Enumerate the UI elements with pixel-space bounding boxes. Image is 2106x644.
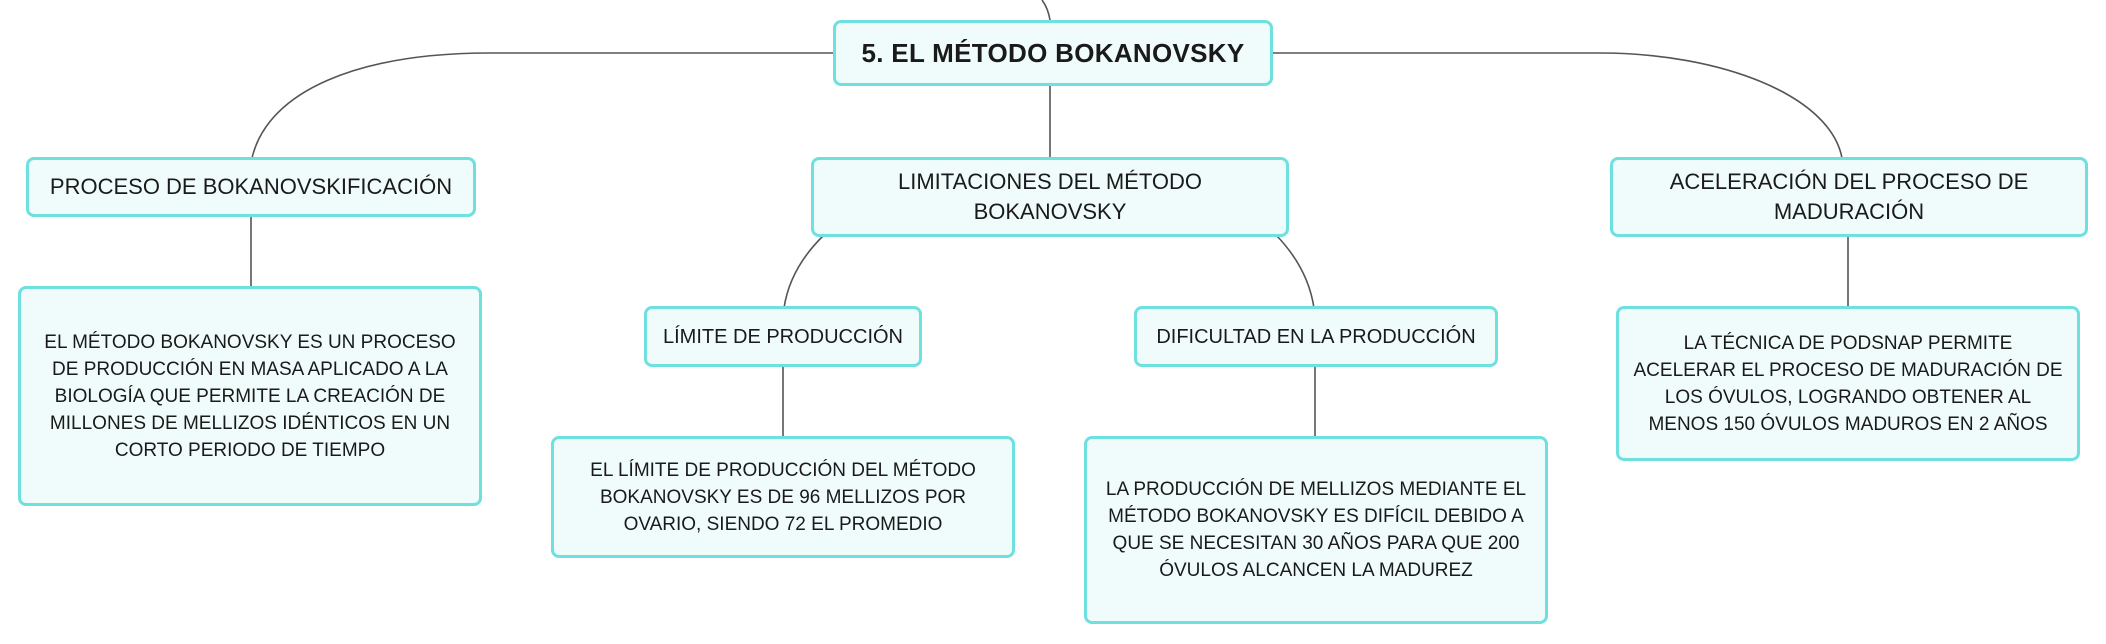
detail-aceleracion-text: LA TÉCNICA DE PODSNAP PERMITE ACELERAR EL PROCESO DE MADURACIÓN DE LOS ÓVULOS, LOGRANDO OBTENER AL MENOS 150 ÓVULOS MADUROS EN 2 AÑOS: [1633, 332, 2063, 435]
detail-limite-text: EL LÍMITE DE PRODUCCIÓN DEL MÉTODO BOKANOVSKY ES DE 96 MELLIZOS POR OVARIO, SIENDO 72 EL PROMEDIO: [590, 459, 976, 535]
connector-root-proceso: [252, 53, 833, 158]
detail-dificultad[interactable]: [1084, 436, 1548, 624]
root-label: 5. EL MÉTODO BOKANOVSKY: [861, 37, 1245, 68]
connector-limitaciones-limite: [784, 235, 824, 308]
node-dificultad-label: DIFICULTAD EN LA PRODUCCIÓN: [1156, 325, 1476, 348]
node-limitaciones-label: LIMITACIONES DEL MÉTODO BOKANOVSKY: [898, 169, 1202, 224]
detail-limite[interactable]: [551, 436, 1015, 558]
detail-proceso[interactable]: [18, 286, 482, 506]
node-proceso-bokanovskificacion[interactable]: [26, 157, 476, 217]
node-limite-produccion[interactable]: [644, 306, 922, 367]
node-dificultad-produccion[interactable]: [1134, 306, 1498, 367]
node-aceleracion-label: ACELERACIÓN DEL PROCESO DE MADURACIÓN: [1669, 169, 2029, 224]
detail-proceso-text: EL MÉTODO BOKANOVSKY ES UN PROCESO DE PRODUCCIÓN EN MASA APLICADO A LA BIOLOGÍA QUE PERMITE LA CREACIÓN DE MILLONES DE MELLIZOS IDÉNTICOS EN UN CORTO PERIODO DE TIEMPO: [44, 331, 456, 461]
connector-root-aceleracion: [1273, 53, 1842, 158]
connector-limitaciones-dificultad: [1276, 235, 1314, 308]
detail-aceleracion[interactable]: [1616, 306, 2080, 461]
detail-dificultad-text: LA PRODUCCIÓN DE MELLIZOS MEDIANTE EL MÉTODO BOKANOVSKY ES DIFÍCIL DEBIDO A QUE SE NECESITAN 30 AÑOS PARA QUE 200 ÓVULOS ALCANCEN LA MADUREZ: [1105, 479, 1527, 581]
node-limite-label: LÍMITE DE PRODUCCIÓN: [662, 325, 904, 348]
root-node[interactable]: [833, 20, 1273, 86]
node-limitaciones-metodo[interactable]: [811, 157, 1289, 237]
node-aceleracion-proceso[interactable]: [1610, 157, 2088, 237]
node-proceso-label: PROCESO DE BOKANOVSKIFICACIÓN: [49, 174, 453, 199]
connector-parent-root: [1042, 0, 1050, 20]
